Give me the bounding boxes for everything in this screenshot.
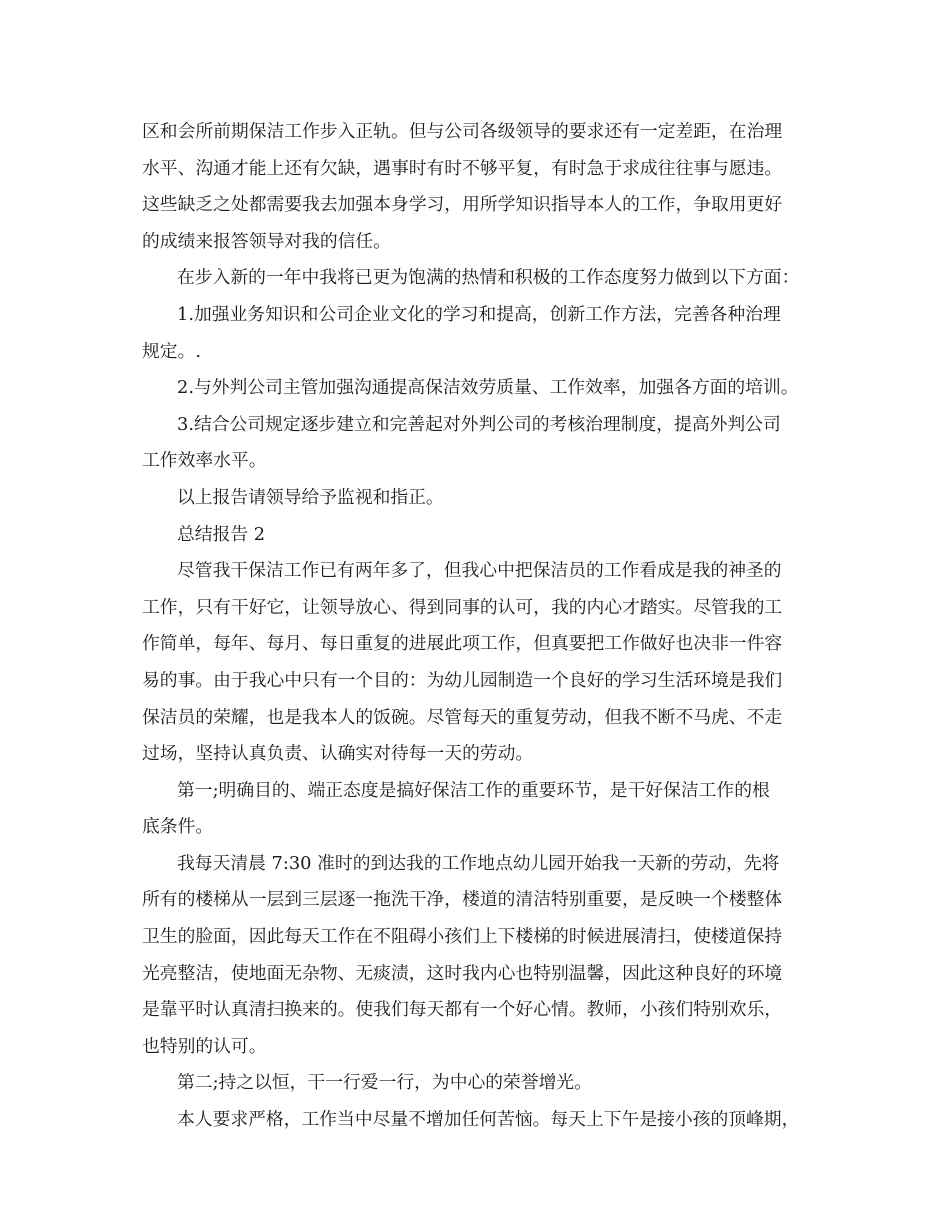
text-line: 2.与外判公司主管加强沟通提高保洁效劳质量、工作效率，加强各方面的培训。 — [177, 377, 799, 399]
text-line: 卫生的脸面，因此每天工作在不阻碍小孩们上下楼梯的时候进展清扫，使楼道保持 — [142, 926, 783, 948]
text-line: 的成绩来报答领导对我的信任。 — [142, 230, 391, 252]
text-line: 本人要求严格，工作当中尽量不增加任何苦恼。每天上下午是接小孩的顶峰期， — [177, 1109, 800, 1131]
text-line: 第二;持之以恒，干一行爱一行，为中心的荣誉增光。 — [177, 1072, 592, 1094]
text-line: 工作效率水平。 — [142, 450, 267, 472]
text-line: 以上报告请领导给予监视和指正。 — [177, 486, 444, 508]
text-line: 区和会所前期保洁工作步入正轨。但与公司各级领导的要求还有一定差距，在治理 — [142, 121, 783, 142]
text-line: 是靠平时认真清扫换来的。使我们每天都有一个好心情。教师，小孩们特别欢乐， — [142, 999, 783, 1021]
text-line: 也特别的认可。 — [142, 1035, 267, 1057]
text-line: 第一;明确目的、端正态度是搞好保洁工作的重要环节，是干好保洁工作的根 — [177, 779, 770, 801]
text-line: 规定。. — [142, 340, 201, 362]
text-line: 总结报告 2 — [177, 523, 266, 545]
text-line: 易的事。由于我心中只有一个目的：为幼儿园制造一个良好的学习生活环境是我们 — [142, 669, 783, 691]
text-line: 光亮整洁，使地面无杂物、无痰渍，这时我内心也特别温馨，因此这种良好的环境 — [142, 962, 783, 984]
document-body — [142, 114, 832, 1139]
text-line: 工作，只有干好它，让领导放心、得到同事的认可，我的内心才踏实。尽管我的工 — [142, 596, 783, 618]
text-line: 过场，坚持认真负责、认确实对待每一天的劳动。 — [142, 743, 534, 765]
text-line: 我每天清晨 7:30 准时的到达我的工作地点幼儿园开始我一天新的劳动，先将 — [177, 852, 780, 874]
text-line: 3.结合公司规定逐步建立和完善起对外判公司的考核治理制度，提高外判公司 — [177, 413, 781, 435]
text-line: 底条件。 — [142, 816, 214, 838]
text-line: 在步入新的一年中我将已更为饱满的热情和积极的工作态度努力做到以下方面： — [177, 267, 800, 289]
text-line: 作简单，每年、每月、每日重复的进展此项工作，但真要把工作做好也决非一件容 — [142, 633, 783, 655]
text-line: 保洁员的荣耀，也是我本人的饭碗。尽管每天的重复劳动，但我不断不马虎、不走 — [142, 706, 783, 728]
text-line: 这些缺乏之处都需要我去加强本身学习，用所学知识指导本人的工作，争取用更好 — [142, 194, 783, 216]
text-line: 所有的楼梯从一层到三层逐一拖洗干净，楼道的清洁特别重要，是反映一个楼整体 — [142, 889, 783, 911]
text-line: 水平、沟通才能上还有欠缺，遇事时有时不够平复，有时急于求成往往事与愿违。 — [142, 157, 783, 179]
text-line: 1.加强业务知识和公司企业文化的学习和提高，创新工作方法，完善各种治理 — [177, 303, 781, 325]
text-line: 尽管我干保洁工作已有两年多了，但我心中把保洁员的工作看成是我的神圣的 — [177, 560, 782, 582]
